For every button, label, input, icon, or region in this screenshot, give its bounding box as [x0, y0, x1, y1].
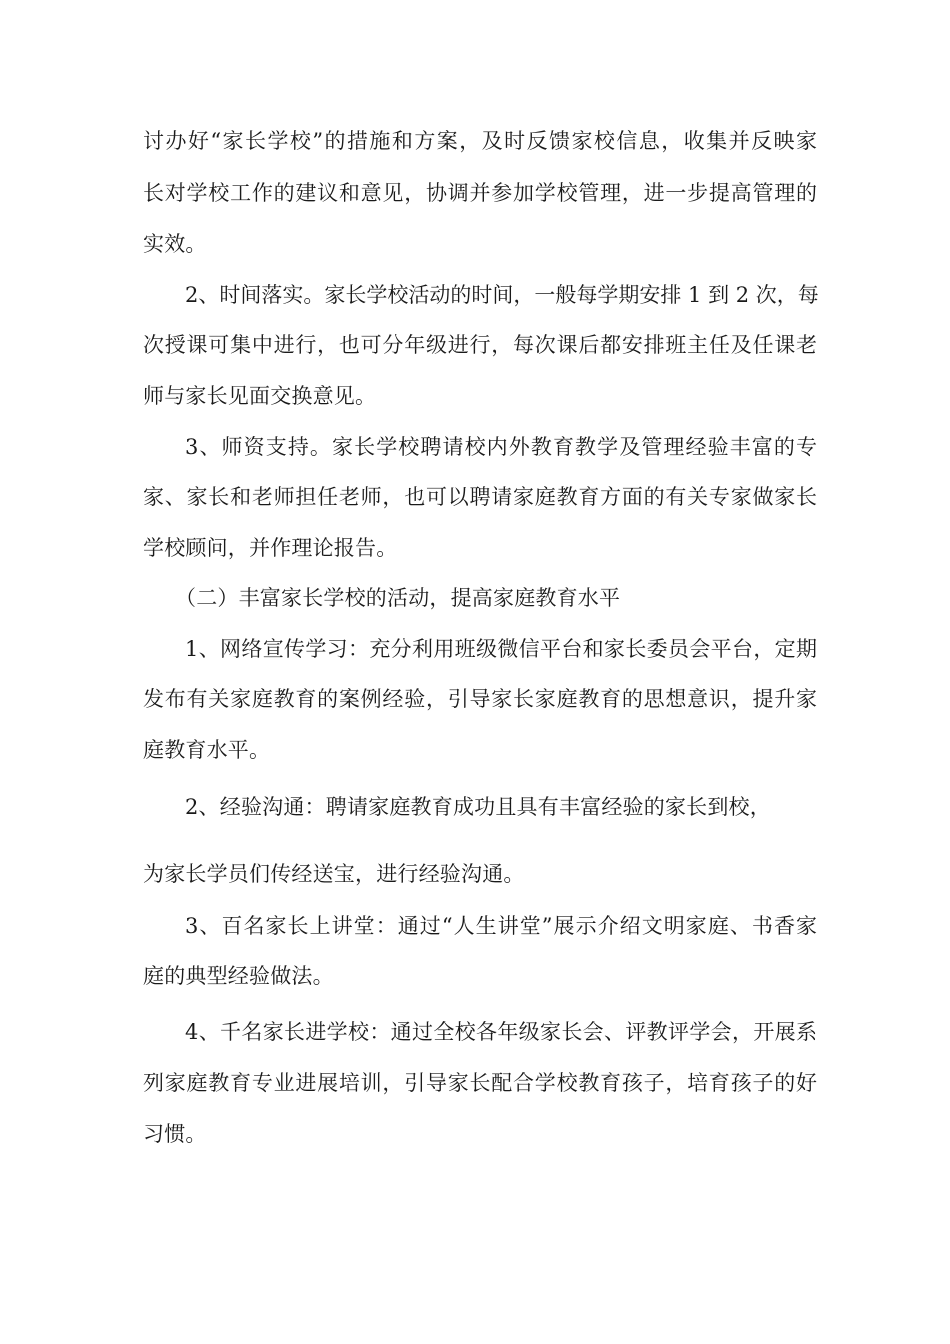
paragraph-line: 列家庭教育专业进展培训，引导家长配合学校教育孩子，培育孩子的好 [143, 1071, 817, 1095]
paragraph-line: 3、师资支持。家长学校聘请校内外教育教学及管理经验丰富的专 [185, 435, 817, 459]
paragraph-line: 家、家长和老师担任老师，也可以聘请家庭教育方面的有关专家做家长 [143, 485, 817, 509]
paragraph-line: 庭的典型经验做法。 [143, 964, 334, 988]
paragraph-line: 实效。 [143, 232, 207, 256]
paragraph-line: 发布有关家庭教育的案例经验，引导家长家庭教育的思想意识，提升家 [143, 687, 817, 711]
paragraph-line: 习惯。 [143, 1122, 207, 1146]
paragraph-line: 2、经验沟通：聘请家庭教育成功且具有丰富经验的家长到校， [185, 795, 771, 819]
paragraph-line: 3、百名家长上讲堂：通过“人生讲堂”展示介绍文明家庭、书香家 [185, 914, 817, 938]
paragraph-line: 长对学校工作的建议和意见，协调并参加学校管理，进一步提高管理的 [143, 181, 817, 205]
paragraph-line: 1、网络宣传学习：充分利用班级微信平台和家长委员会平台，定期 [185, 637, 817, 661]
paragraph-line: 4、千名家长进学校：通过全校各年级家长会、评教评学会，开展系 [185, 1020, 817, 1044]
section-heading: （二）丰富家长学校的活动，提高家庭教育水平 [175, 586, 621, 610]
paragraph-line: 师与家长见面交换意见。 [143, 384, 377, 408]
paragraph-line: 讨办好“家长学校”的措施和方案，及时反馈家校信息，收集并反映家 [143, 129, 817, 153]
paragraph-line: 2、时间落实。家长学校活动的时间，一般每学期安排 1 到 2 次，每 [185, 283, 819, 307]
paragraph-line: 庭教育水平。 [143, 738, 271, 762]
paragraph-line: 为家长学员们传经送宝，进行经验沟通。 [143, 862, 525, 886]
paragraph-line: 学校顾问，并作理论报告。 [143, 536, 398, 560]
paragraph-line: 次授课可集中进行，也可分年级进行，每次课后都安排班主任及任课老 [143, 333, 817, 357]
